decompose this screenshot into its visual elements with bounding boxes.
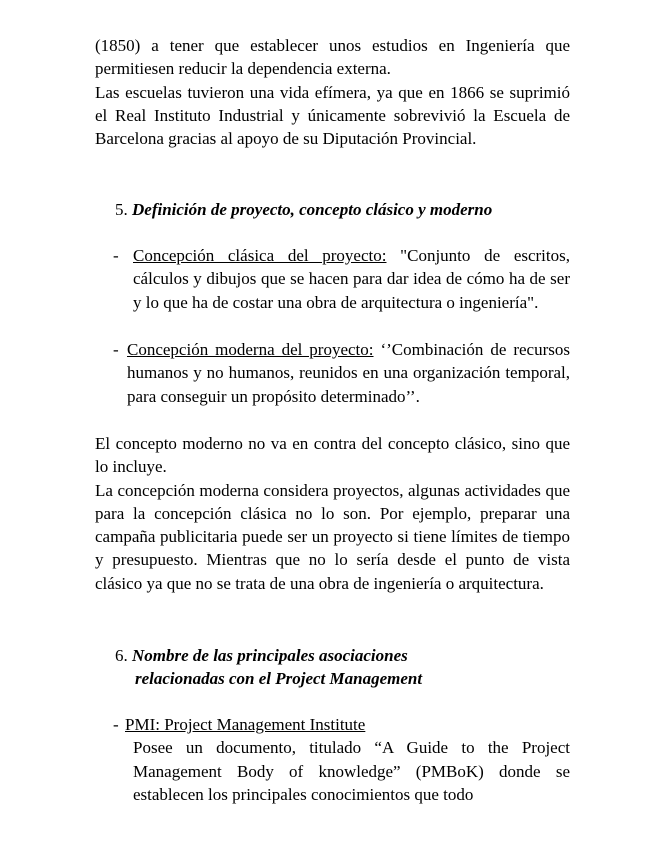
list-item-pmi: [113, 713, 570, 806]
modern-concept-text: ‘’Combinación de recursos humanos y no humanos, reunidos en una organización temporal, para conseguir un propósito determinado’’.: [127, 340, 570, 406]
classic-concept-text: "Conjunto de escritos, cálculos y dibujos que se hacen para dar idea de cómo ha de ser y lo que ha de costar una obra de arquitectura o ingeniería".: [133, 246, 570, 312]
section-5-paragraph-1: El concepto moderno no va en contra del concepto clásico, sino que lo incluye.: [95, 434, 570, 477]
modern-concept-label: Concepción moderna del proyecto:: [127, 340, 374, 359]
section-5-paragraph-2: La concepción moderna considera proyectos, algunas actividades que para la concepción clásica no lo son. Por ejemplo, preparar una campaña publicitaria puede ser un proyecto si tiene límites de tiempo y presupuesto. Mientras que no lo sería desde el punto de vista clásico ya que no se trata de una obra de ingeniería o arquitectura.: [95, 480, 570, 593]
section-6-heading: [115, 644, 422, 691]
section-6-title-line-2: relacionadas con el Project Management: [135, 669, 423, 689]
list-item-modern-concept: [113, 338, 570, 408]
section-6-number: 6.: [115, 646, 128, 665]
section-6-title-line-1: Nombre de las principales asociaciones: [132, 646, 408, 665]
section-5-number: 5.: [115, 200, 128, 219]
intro-paragraph-2: Las escuelas tuvieron una vida efímera, ya que en 1866 se suprimió el Real Instituto Industrial y únicamente sobrevivió la Escuela de Barcelona gracias al apoyo de su Diputación Provincial.: [95, 82, 570, 149]
section-5-heading: [115, 198, 492, 221]
list-item-classic-concept: [113, 244, 570, 314]
pmi-title: PMI: Project Management Institute: [125, 715, 366, 734]
section-5-title: Definición de proyecto, concepto clásico y moderno: [132, 200, 493, 219]
bullet-dash: -: [113, 246, 119, 265]
classic-concept-label: Concepción clásica del proyecto:: [133, 246, 387, 265]
pmi-description: Posee un documento, titulado “A Guide to the Project Management Body of knowledge” (PMBoK) donde se establecen los principales conocimientos que todo: [133, 738, 570, 804]
bullet-dash: -: [113, 340, 119, 359]
intro-section: [95, 34, 570, 150]
intro-paragraph-1: (1850) a tener que establecer unos estudios en Ingeniería que permitiesen reducir la dependencia externa.: [95, 36, 570, 79]
section-5-body: [95, 432, 570, 595]
bullet-dash: -: [113, 715, 119, 734]
